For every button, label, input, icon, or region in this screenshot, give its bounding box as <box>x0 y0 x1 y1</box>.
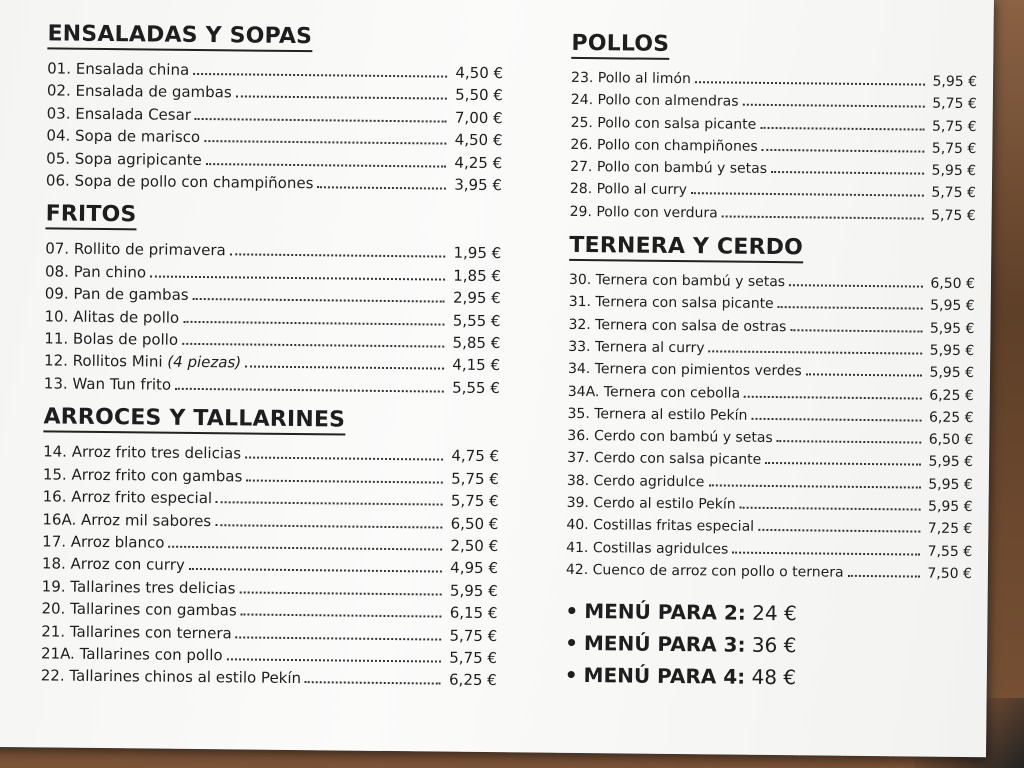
menu-item-price: 6,25 € <box>448 670 497 690</box>
menu-item-price: 5,75 € <box>932 95 977 113</box>
menu-item-price: 5,75 € <box>449 626 498 645</box>
menu-item-name: 20. Tallarines con gambas <box>41 599 237 620</box>
dot-leader <box>691 193 924 197</box>
menu-item-price: 6,15 € <box>449 603 498 623</box>
set-menu-label: MENÚ PARA 4: <box>583 663 746 689</box>
menu-item-price: 5,95 € <box>932 73 978 91</box>
dot-leader <box>732 551 920 555</box>
menu-item-name: 05. Sopa agripicante <box>46 149 202 169</box>
menu-item-price: 5,75 € <box>449 648 498 668</box>
dot-leader <box>708 484 920 488</box>
menu-item-name: 15. Arroz frito con gambas <box>42 465 243 486</box>
menu-item-price: 4,75 € <box>451 446 500 466</box>
bullet-icon: • <box>565 599 579 624</box>
dot-leader <box>760 126 924 130</box>
menu-item-name: 32. Ternera con salsa de ostras <box>568 316 787 335</box>
menu-item <box>44 372 500 399</box>
menu-item-price: 5,95 € <box>931 162 977 180</box>
menu-item-price: 7,50 € <box>927 565 972 583</box>
menu-item-name: 31. Ternera con salsa picante <box>568 294 774 313</box>
menu-item-name: 42. Cuenco de arroz con pollo o ternera <box>565 561 844 581</box>
menu-item-price: 4,50 € <box>454 130 503 150</box>
dot-leader <box>239 591 441 595</box>
menu-item <box>566 559 972 586</box>
menu-item-name: 27. Pollo con bambú y setas <box>570 159 768 178</box>
dot-leader <box>743 104 925 108</box>
dot-leader <box>777 440 922 444</box>
menu-item-price: 4,50 € <box>455 63 504 83</box>
menu-item-name: 06. Sopa de pollo con champiñones <box>45 171 314 193</box>
menu-item <box>570 201 976 228</box>
menu-item-price: 6,25 € <box>929 387 974 404</box>
right-sections <box>566 31 978 585</box>
menu-item-name: 35. Ternera al estilo Pekín <box>567 405 748 424</box>
menu-item-name: 21. Tallarines con ternera <box>41 621 232 642</box>
menu-item-price: 5,95 € <box>929 342 975 360</box>
dot-leader <box>227 658 441 662</box>
menu-item-name: 18. Arroz con curry <box>41 554 185 575</box>
menu-item-price: 1,95 € <box>453 244 502 263</box>
menu-item-price: 4,95 € <box>450 558 499 578</box>
menu-item-price: 5,95 € <box>930 298 975 315</box>
dot-leader <box>709 350 923 354</box>
menu-item-price: 5,75 € <box>931 207 976 224</box>
menu-item-name: 01. Ensalada china <box>47 59 190 79</box>
menu-item-name: 03. Ensalada Cesar <box>46 104 192 124</box>
menu-item-price: 3,95 € <box>454 175 503 195</box>
section-title: FRITOS <box>45 202 136 231</box>
menu-item-price: 6,50 € <box>928 431 974 449</box>
menu-item-price: 7,00 € <box>454 108 503 127</box>
menu-item-name: 23. Pollo al limón <box>571 69 691 88</box>
menu-item-name: 19. Tallarines tres delicias <box>41 577 236 598</box>
menu-item-name: 39. Cerdo al estilo Pekín <box>566 494 736 513</box>
set-menu-price: 24 € <box>752 601 797 626</box>
section-ternera-y-cerdo <box>566 233 976 585</box>
bullet-icon: • <box>564 663 578 688</box>
menu-item-name: 41. Costillas agridulces <box>566 539 729 558</box>
menu-item-price: 5,55 € <box>452 311 501 330</box>
menu-item-price: 5,95 € <box>929 320 975 337</box>
menu-item-name: 16A. Arroz mil sabores <box>42 509 212 530</box>
set-menu-line <box>565 627 971 663</box>
dot-leader <box>236 636 442 640</box>
menu-item-name: 02. Ensalada de gambas <box>46 81 232 102</box>
menu-item-name: 26. Pollo con champiñones <box>570 136 758 155</box>
menu-item-name: 08. Pan chino <box>44 262 147 282</box>
set-menu-label: MENÚ PARA 3: <box>583 631 746 657</box>
dot-leader <box>150 275 445 280</box>
section-title: POLLOS <box>571 31 669 60</box>
section-pollos <box>570 31 978 227</box>
dot-leader <box>790 329 922 332</box>
set-menu-line <box>565 595 971 631</box>
dot-leader <box>193 298 445 303</box>
menu-item-price: 4,25 € <box>454 153 503 172</box>
dot-leader <box>241 614 442 618</box>
dot-leader <box>789 284 923 287</box>
dot-leader <box>245 457 443 461</box>
dot-leader <box>183 320 444 325</box>
right-column <box>565 31 978 695</box>
dot-leader <box>245 366 444 370</box>
menu-item-name: 12. Rollitos Mini (4 piezas) <box>43 351 242 372</box>
menu-item-name: 16. Arroz frito especial <box>42 487 213 508</box>
menu-item-name: 24. Pollo con almendras <box>570 92 739 110</box>
menu-item-name: 40. Costillas fritas especial <box>566 517 755 536</box>
section-ensaladas-y-sopas <box>46 21 504 196</box>
menu-item-name: 38. Cerdo agridulce <box>566 472 705 491</box>
dot-leader <box>168 546 442 551</box>
set-menu-line <box>565 659 971 695</box>
menu-item-price: 2,50 € <box>450 536 499 556</box>
dot-leader <box>216 501 443 505</box>
set-menu-price: 48 € <box>751 665 797 690</box>
bullet-icon: • <box>565 631 579 656</box>
menu-item-name: 09. Pan de gambas <box>44 284 189 305</box>
menu-item-name: 34. Ternera con pimientos verdes <box>567 361 802 380</box>
dot-leader <box>305 681 441 684</box>
section-fritos <box>44 202 502 400</box>
menu-item-name: 10. Alitas de pollo <box>44 307 180 327</box>
menu-item-price: 5,50 € <box>455 86 503 105</box>
menu-item-name: 21A. Tallarines con pollo <box>40 644 223 665</box>
dot-leader <box>806 374 922 377</box>
menu-item-name: 33. Ternera al curry <box>568 338 705 357</box>
menu-item-name: 17. Arroz blanco <box>42 532 165 552</box>
menu-item-name: 29. Pollo con verdura <box>569 203 718 222</box>
menu-item-name: 14. Arroz frito tres delicias <box>43 442 242 463</box>
menu-item-price: 2,95 € <box>452 288 501 308</box>
dot-leader <box>215 524 442 528</box>
dot-leader <box>695 81 925 85</box>
menu-item-price: 5,85 € <box>452 333 501 353</box>
menu-item-name: 13. Wan Tun frito <box>43 374 172 394</box>
dot-leader <box>740 507 921 511</box>
menu-item-price: 4,15 € <box>452 356 501 375</box>
dot-leader <box>317 186 446 189</box>
set-menu-price: 36 € <box>751 633 797 658</box>
dot-leader <box>193 73 447 78</box>
menu-item-name: 04. Sopa de marisco <box>46 126 201 147</box>
menu-item-price: 5,75 € <box>931 140 977 158</box>
dot-leader <box>778 306 923 310</box>
set-menus <box>565 595 972 695</box>
set-menu-label: MENÚ PARA 2: <box>584 599 746 625</box>
dot-leader <box>848 575 920 578</box>
menu-item-price: 6,25 € <box>928 409 974 426</box>
menu-item-name: 25. Pollo con salsa picante <box>570 114 757 133</box>
dot-leader <box>204 140 446 145</box>
section-title: ENSALADAS Y SOPAS <box>47 21 312 52</box>
section-title: ARROCES Y TALLARINES <box>43 405 345 436</box>
dot-leader <box>762 149 925 153</box>
dot-leader <box>182 343 444 348</box>
dot-leader <box>744 395 922 399</box>
menu-item-price: 5,75 € <box>931 185 976 202</box>
menu-item-name: 36. Cerdo con bambú y setas <box>567 428 773 447</box>
menu-item-price: 5,95 € <box>927 498 973 516</box>
menu-item <box>46 169 502 196</box>
dot-leader <box>175 388 444 393</box>
menu-item-price: 1,85 € <box>453 266 502 286</box>
menu-item-price: 5,75 € <box>451 469 499 488</box>
menu-item-price: 7,55 € <box>927 543 973 560</box>
menu-item-name: 28. Pollo al curry <box>569 181 688 199</box>
menu-item-price: 6,50 € <box>930 275 976 293</box>
dot-leader <box>771 171 924 175</box>
dot-leader <box>722 215 924 219</box>
dot-leader <box>758 529 920 533</box>
menu-item-name: 11. Bolas de pollo <box>44 329 179 349</box>
menu-item-name: 34A. Ternera con cebolla <box>567 383 741 402</box>
dot-leader <box>765 462 921 466</box>
menu-item-price: 6,50 € <box>450 514 499 533</box>
menu-item-price: 5,95 € <box>449 581 498 600</box>
dot-leader <box>189 568 442 573</box>
dot-leader <box>206 163 446 168</box>
menu-item-name: 22. Tallarines chinos al estilo Pekín <box>40 666 302 688</box>
menu-item-price: 5,75 € <box>450 491 499 511</box>
left-column <box>41 21 504 701</box>
menu-item-price: 5,95 € <box>928 454 974 471</box>
menu-item-price: 5,95 € <box>928 476 973 493</box>
dot-leader <box>236 96 447 100</box>
section-arroces-y-tallarines <box>41 405 500 692</box>
menu-item-name: 07. Rollito de primavera <box>45 239 226 260</box>
dot-leader <box>195 118 447 123</box>
dot-leader <box>230 254 445 258</box>
menu-item-price: 5,75 € <box>931 118 977 135</box>
section-title: TERNERA Y CERDO <box>569 233 803 263</box>
menu-item <box>41 665 497 692</box>
dot-leader <box>751 418 921 422</box>
menu-item-price: 5,55 € <box>452 378 500 398</box>
menu-item-price: 5,95 € <box>929 364 975 382</box>
dot-leader <box>246 479 443 483</box>
menu-item-price: 7,25 € <box>927 520 973 538</box>
menu-item-name: 37. Cerdo con salsa picante <box>567 450 762 469</box>
menu-item-name: 30. Ternera con bambú y setas <box>568 271 786 291</box>
